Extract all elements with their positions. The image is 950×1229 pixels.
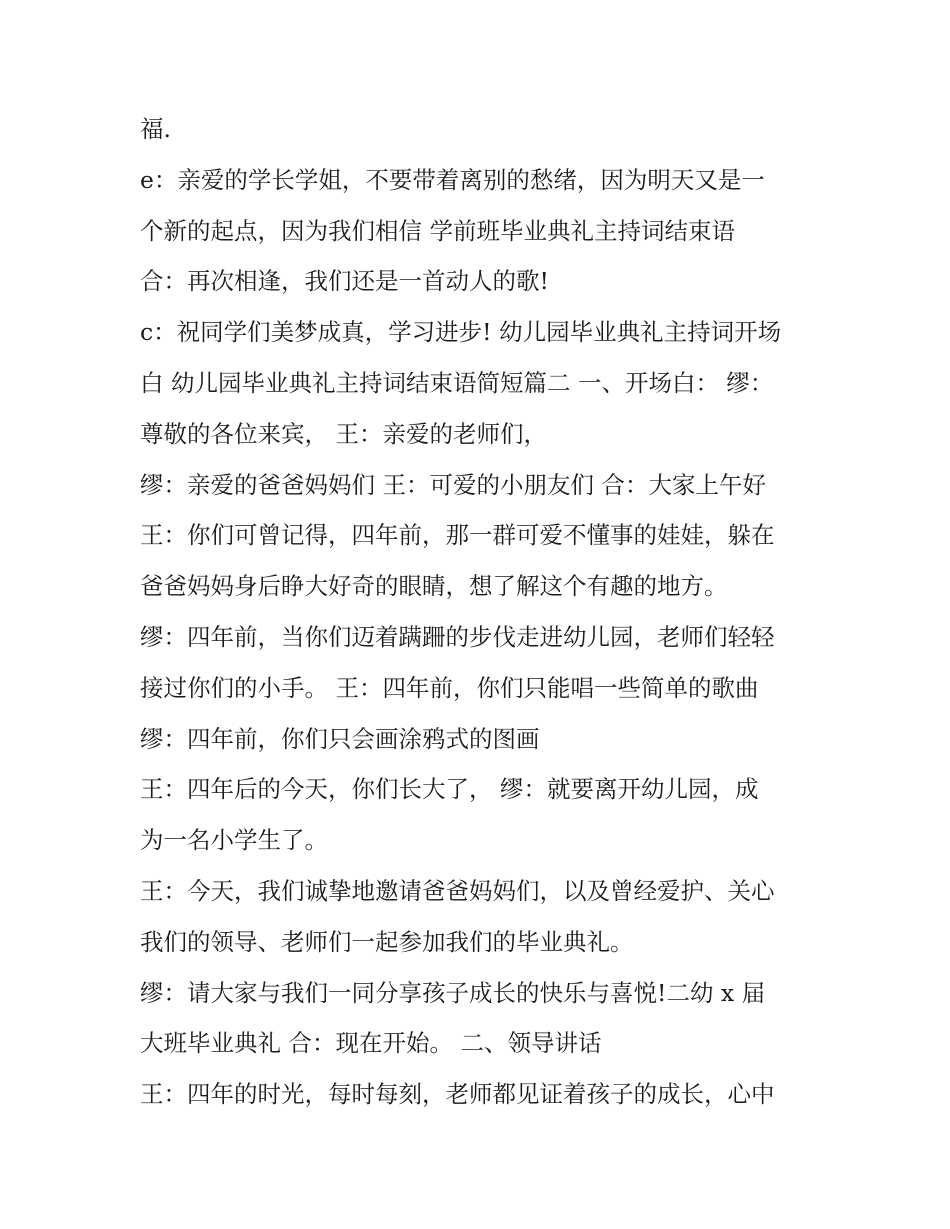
- text-line: 我们的领导、老师们一起参加我们的毕业典礼。: [140, 927, 634, 956]
- body-text: [140, 107, 830, 1123]
- text-line: 合：再次相逢，我们还是一首动人的歌!: [140, 267, 549, 296]
- text-line: 王：四年后的今天，你们长大了， 缪：就要离开幼儿园，成: [140, 775, 759, 804]
- text-line: 福.: [140, 115, 171, 143]
- text-line: 缪：请大家与我们一同分享孩子成长的快乐与喜悦!二幼 x 届: [140, 978, 766, 1007]
- text-line: 爸爸妈妈身后睁大好奇的眼睛，想了解这个有趣的地方。: [140, 572, 728, 601]
- text-line: 缪：亲爱的爸爸妈妈们 王：可爱的小朋友们 合：大家上午好: [140, 470, 766, 499]
- text-line: 个新的起点，因为我们相信 学前班毕业典礼主持词结束语: [140, 216, 735, 245]
- text-line: c：祝同学们美梦成真，学习进步! 幼儿园毕业典礼主持词开场: [140, 318, 782, 347]
- text-line: 缪：四年前，你们只会画涂鸦式的图画: [140, 724, 540, 753]
- text-line: 缪：四年前，当你们迈着蹒跚的步伐走进幼儿园，老师们轻轻: [140, 622, 775, 651]
- text-line: 接过你们的小手。 王：四年前，你们只能唱一些简单的歌曲: [140, 673, 759, 702]
- text-line: 王：你们可曾记得，四年前，那一群可爱不懂事的娃娃，躲在: [140, 521, 775, 550]
- text-line: e：亲爱的学长学姐，不要带着离别的愁绪，因为明天又是一: [140, 165, 765, 194]
- text-line: 王：今天，我们诚挚地邀请爸爸妈妈们，以及曾经爱护、关心: [140, 876, 775, 905]
- text-line: 王：四年的时光，每时每刻，老师都见证着孩子的成长，心中: [140, 1080, 775, 1109]
- text-line: 白 幼儿园毕业典礼主持词结束语简短篇二 一、开场白： 缪：: [140, 368, 774, 397]
- text-line: 大班毕业典礼 合：现在开始。 二、领导讲话: [140, 1029, 602, 1058]
- text-line: 尊敬的各位来宾， 王：亲爱的老师们，: [140, 419, 547, 448]
- text-line: 为一名小学生了。: [140, 826, 328, 855]
